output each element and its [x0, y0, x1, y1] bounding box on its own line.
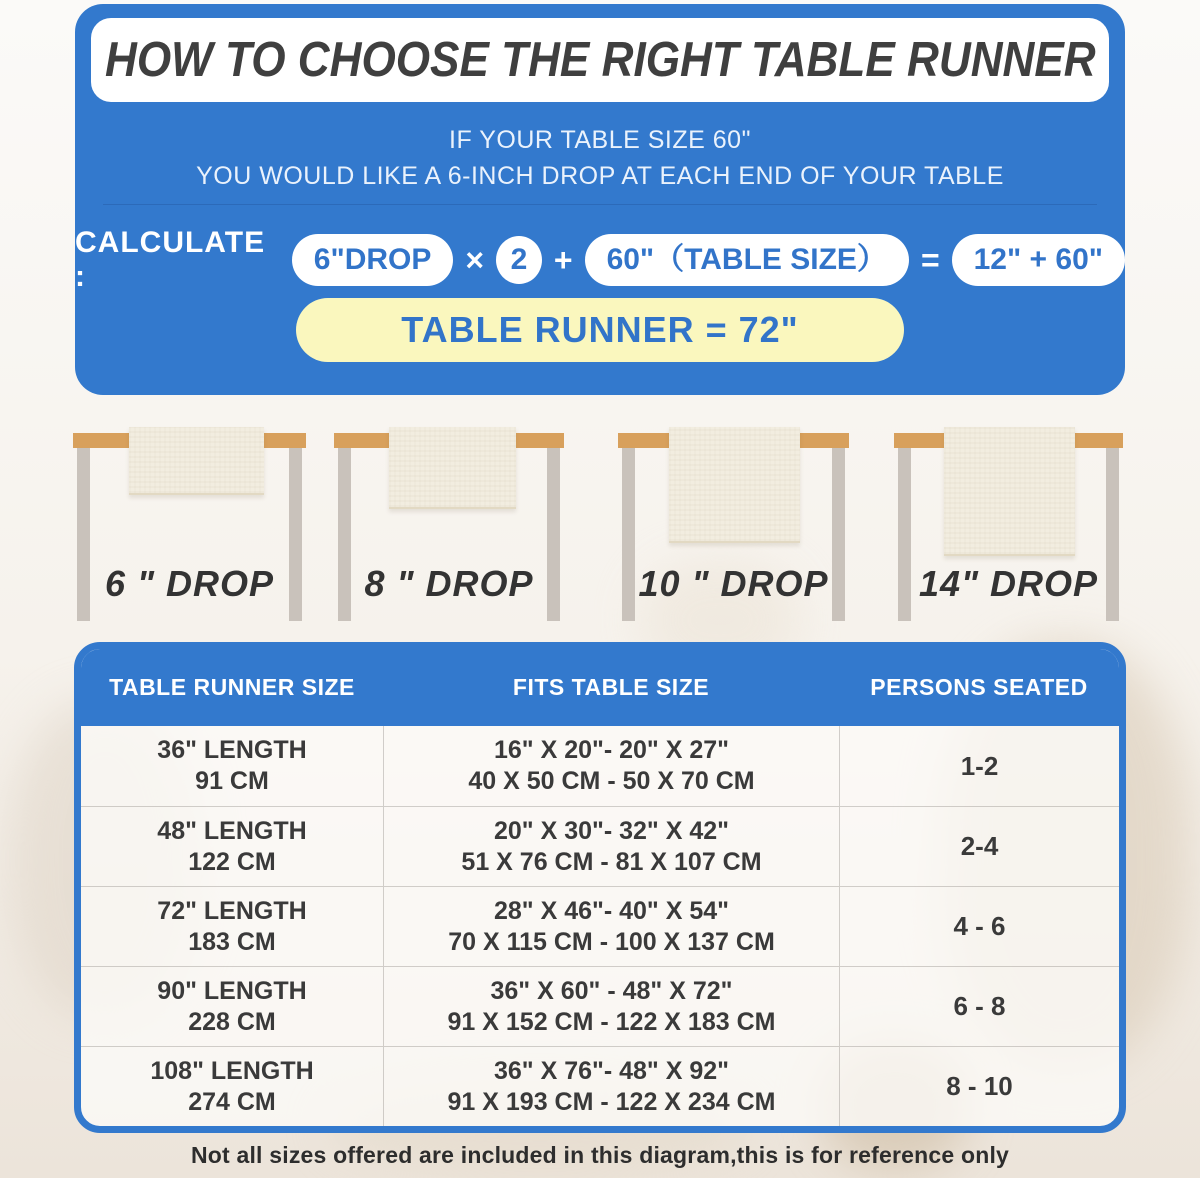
subtitle-line-1: IF YOUR TABLE SIZE 60": [449, 126, 751, 154]
runner-size-inches: 108" LENGTH: [150, 1056, 314, 1085]
drop-label: 6 " DROP: [104, 563, 275, 604]
multiply-sign: ×: [465, 241, 485, 278]
runner-size-cell: [81, 1047, 383, 1126]
table-row: [81, 806, 1119, 886]
fits-size-inches: 16" X 20"- 20" X 27": [493, 736, 730, 764]
runner-size-inches: 36" LENGTH: [157, 736, 307, 764]
page-title: HOW TO CHOOSE THE RIGHT TABLE RUNNER: [104, 33, 1096, 87]
sum-pill: 12" + 60": [952, 234, 1125, 286]
persons-cell: [839, 726, 1119, 806]
persons-value: 8 - 10: [946, 1071, 1013, 1101]
runner-size-inches: 72" LENGTH: [157, 896, 307, 925]
fits-size-cm: 91 X 193 CM - 122 X 234 CM: [447, 1087, 776, 1116]
fits-size-cell: [383, 887, 839, 966]
runner-size-cell: [81, 726, 383, 806]
fits-size-cell: [383, 967, 839, 1046]
footer-note: Not all sizes offered are included in this diagram,this is for reference only: [190, 1142, 1010, 1168]
fits-size-cell: [383, 1047, 839, 1126]
fits-size-cm: 40 X 50 CM - 50 X 70 CM: [468, 767, 755, 795]
runner-size-cm: 122 CM: [188, 847, 276, 876]
table-figure-6-drop: [73, 395, 306, 642]
multiplier-badge: 2: [496, 236, 542, 284]
table-row: [81, 1046, 1119, 1126]
runner-size-inches: 90" LENGTH: [157, 976, 307, 1005]
plus-sign: +: [553, 241, 573, 278]
equals-sign: =: [920, 241, 940, 278]
fits-size-cm: 51 X 76 CM - 81 X 107 CM: [461, 847, 762, 876]
drop-label: 8 " DROP: [364, 563, 534, 604]
table-row: [81, 966, 1119, 1046]
fits-size-cm: 70 X 115 CM - 100 X 137 CM: [448, 927, 775, 956]
fits-size-inches: 36" X 76"- 48" X 92": [493, 1056, 730, 1085]
runner-size-cm: 91 CM: [195, 767, 269, 795]
persons-cell: [839, 967, 1119, 1046]
divider-line: [103, 204, 1097, 205]
drop-label: 14" DROP: [918, 563, 1099, 604]
calculate-label: CALCULATE :: [75, 226, 266, 293]
table-figure-14-drop: [894, 395, 1123, 642]
persons-cell: [839, 887, 1119, 966]
result-pill: [296, 298, 904, 362]
size-table-body: [81, 726, 1119, 1126]
fits-size-cell: [383, 807, 839, 886]
runner-size-cm: 228 CM: [188, 1007, 276, 1036]
persons-value: 1-2: [960, 750, 999, 781]
table-runner-cloth: [944, 427, 1075, 556]
header-runner-size: TABLE RUNNER SIZE: [109, 674, 355, 700]
title-box: [91, 18, 1109, 102]
table-figure-10-drop: [618, 395, 849, 642]
table-runner-cloth: [129, 427, 264, 495]
table-runner-cloth: [669, 427, 800, 543]
persons-value: 2-4: [960, 831, 999, 861]
fits-size-inches: 20" X 30"- 32" X 42": [493, 816, 730, 845]
table-row: [81, 886, 1119, 966]
table-runner-cloth: [389, 427, 516, 509]
runner-size-cm: 274 CM: [188, 1087, 276, 1116]
drop-figures-section: [0, 395, 1200, 642]
runner-size-cell: [81, 887, 383, 966]
runner-size-cell: [81, 967, 383, 1046]
header-fits-table-size: FITS TABLE SIZE: [512, 674, 710, 700]
runner-size-cm: 183 CM: [188, 927, 276, 956]
runner-size-inches: 48" LENGTH: [157, 816, 307, 845]
calculate-formula-row: [75, 226, 1125, 293]
table-size-pill: 60"（TABLE SIZE）: [585, 234, 909, 286]
fits-size-cm: 91 X 152 CM - 122 X 183 CM: [447, 1007, 776, 1036]
drop-label: 10 " DROP: [638, 563, 829, 604]
result-text: TABLE RUNNER = 72": [401, 309, 799, 350]
persons-cell: [839, 1047, 1119, 1126]
persons-value: 6 - 8: [953, 991, 1006, 1021]
subtitle-line-2: YOU WOULD LIKE A 6-INCH DROP AT EACH END OF YOUR TABLE: [196, 162, 1004, 190]
size-table-header: [81, 649, 1119, 726]
persons-value: 4 - 6: [953, 911, 1006, 941]
top-info-panel: [75, 4, 1125, 395]
table-figure-8-drop: [334, 395, 564, 642]
fits-size-cell: [383, 726, 839, 806]
table-row: [81, 726, 1119, 806]
header-persons-seated: PERSONS SEATED: [870, 674, 1088, 700]
fits-size-inches: 28" X 46"- 40" X 54": [493, 896, 730, 925]
drop-value-pill: 6"DROP: [292, 234, 454, 286]
fits-size-inches: 36" X 60" - 48" X 72": [490, 976, 733, 1005]
size-table-panel: [74, 642, 1126, 1133]
runner-size-cell: [81, 807, 383, 886]
persons-cell: [839, 807, 1119, 886]
